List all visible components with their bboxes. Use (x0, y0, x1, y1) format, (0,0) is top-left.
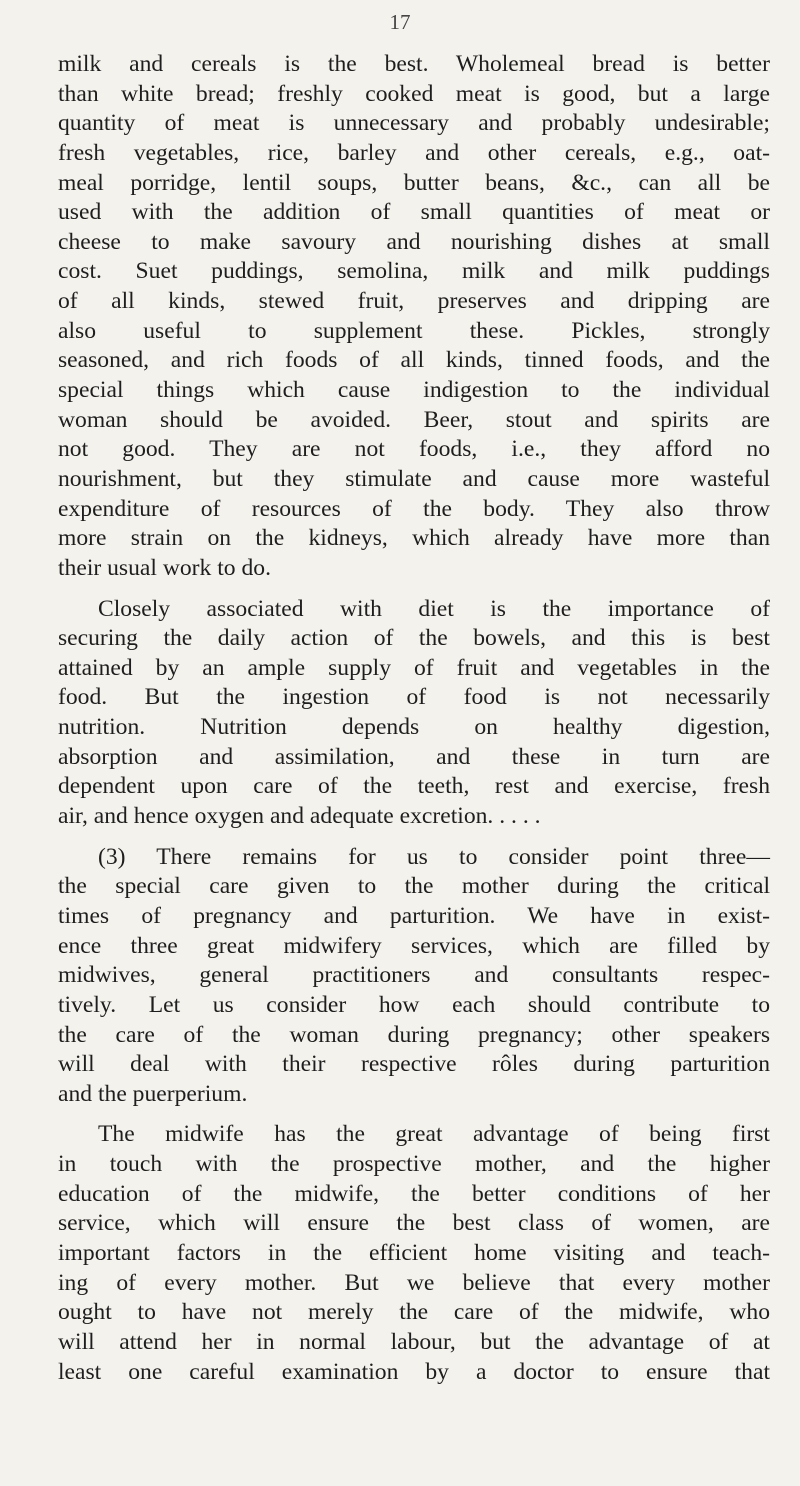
paragraph-gap (58, 832, 770, 843)
text-line: dependent upon care of the teeth, rest and exercise, fresh (58, 773, 770, 800)
text-line: cheese to make savoury and nourishing dishes at small (58, 228, 770, 255)
text-line: ought to have not merely the care of the midwife, who (58, 1299, 770, 1326)
text-line: and the puerperium. (58, 1080, 248, 1107)
text-line: The midwife has the great advantage of being first (98, 1121, 770, 1148)
text-line: tively. Let us consider how each should contribute to (58, 991, 770, 1018)
text-line: more strain on the kidneys, which already have more than (58, 525, 770, 552)
text-line: ing of every mother. But we believe that every mother (58, 1269, 770, 1296)
text-line: food. But the ingestion of food is not necessarily (58, 684, 770, 711)
text-line: their usual work to do. (58, 554, 271, 581)
page-number: 17 (389, 10, 411, 34)
text-line: air, and hence oxygen and adequate excretion. . . . . (58, 803, 541, 830)
text-line: also useful to supplement these. Pickles, strongly (58, 317, 770, 344)
text-line: service, which will ensure the best class of women, are (58, 1210, 770, 1237)
text-line: special things which cause indigestion to the individual (58, 377, 770, 404)
text-line: woman should be avoided. Beer, stout and spirits are (58, 406, 770, 433)
text-line: (3) There remains for us to consider point three— (98, 843, 770, 870)
text-line: seasoned, and rich foods of all kinds, tinned foods, and the (58, 347, 770, 374)
text-line: fresh vegetables, rice, barley and other cereals, e.g., oat- (58, 139, 770, 166)
paragraph-4 (58, 1120, 770, 1387)
text-line: securing the daily action of the bowels, and this is best (58, 625, 770, 652)
text-line: quantity of meat is unnecessary and probably undesirable; (58, 110, 770, 137)
paragraph-2 (58, 595, 770, 832)
text-line: least one careful examination by a doctor to ensure that (58, 1358, 770, 1385)
paragraph-gap (58, 584, 770, 595)
text-line: meal porridge, lentil soups, butter beans, &c., can all be (58, 169, 770, 196)
text-line: in touch with the prospective mother, and the higher (58, 1151, 770, 1178)
text-line: ence three great midwifery services, which are filled by (58, 932, 770, 959)
text-line: will deal with their respective rôles during parturition (58, 1051, 770, 1078)
text-line: education of the midwife, the better conditions of her (58, 1180, 770, 1207)
text-line: times of pregnancy and parturition. We have in exist- (58, 902, 770, 929)
text-line: of all kinds, stewed fruit, preserves and dripping are (58, 288, 770, 315)
paragraph-1 (58, 50, 770, 584)
text-line: Closely associated with diet is the importance of (98, 595, 770, 622)
text-line: attained by an ample supply of fruit and vegetables in the (58, 654, 770, 681)
text-line: used with the addition of small quantities of meat or (58, 199, 770, 226)
paragraph-3 (58, 843, 770, 1110)
body-text (58, 50, 770, 1387)
paragraph-gap (58, 1109, 770, 1120)
text-line: cost. Suet puddings, semolina, milk and milk puddings (58, 258, 770, 285)
text-line: will attend her in normal labour, but the advantage of at (58, 1328, 770, 1355)
text-line: than white bread; freshly cooked meat is good, but a large (58, 80, 770, 107)
text-line: midwives, general practitioners and consultants respec- (58, 962, 770, 989)
text-line: important factors in the efficient home visiting and teach- (58, 1239, 770, 1266)
text-line: nutrition. Nutrition depends on healthy digestion, (58, 714, 770, 741)
text-line: the special care given to the mother during the critical (58, 873, 770, 900)
text-line: expenditure of resources of the body. They also throw (58, 495, 770, 522)
text-line: not good. They are not foods, i.e., they afford no (58, 436, 770, 463)
text-line: nourishment, but they stimulate and cause more wasteful (58, 465, 770, 492)
text-line: absorption and assimilation, and these in turn are (58, 743, 770, 770)
text-line: the care of the woman during pregnancy; other speakers (58, 1021, 770, 1048)
text-line: milk and cereals is the best. Wholemeal bread is better (58, 51, 770, 77)
